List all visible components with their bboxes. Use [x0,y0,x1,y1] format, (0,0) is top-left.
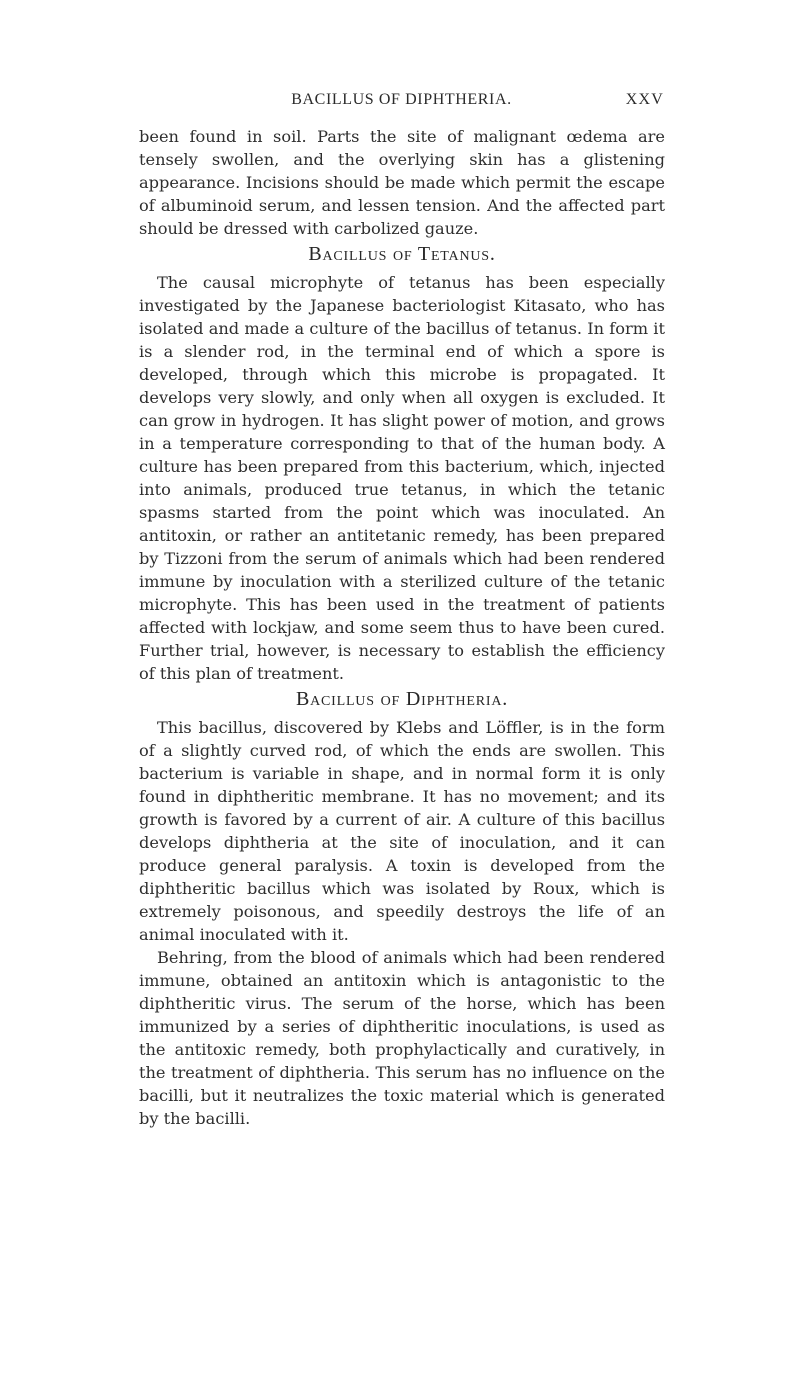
diphtheria-paragraph-1: This bacillus, discovered by Klebs and Löffler, is in the form of a slightly curved rod, of which the ends are swollen. This bacterium is variable in shape, and in normal form it is only found in diphtheritic membrane. It has no movement; and its growth is favored by a current of air. A culture of this bacillus develops diphtheria at the site of inoculation, and it can produce general paralysis. A toxin is developed from the diphtheritic bacillus which was isolated by Roux, which is extremely poisonous, and speedily destroys the life of an animal inoculated with it. [139,718,665,944]
page-number: XXV [625,91,664,108]
diphtheria-paragraph-2: Behring, from the blood of animals which had been rendered immune, obtained an antitoxin which is antagonistic to the diphtheritic virus. The serum of the horse, which has been immunized by a series of diphtheritic inoculations, is used as the antitoxic remedy, both prophylactically and curatively, in the treatment of diphtheria. This serum has no influence on the bacilli, but it neutralizes the toxic material which is generated by the bacilli. [139,948,665,1128]
running-title: BACILLUS OF DIPHTHERIA. [291,91,512,108]
running-head [139,91,664,115]
section-heading-diphtheria: Bacillus of Diphtheria. [295,688,509,710]
section-heading-tetanus: Bacillus of Tetanus. [308,243,496,265]
body-text [139,125,665,1130]
continuation-paragraph: been found in soil. Parts the site of malignant œdema are tensely swollen, and the overlying skin has a glistening appearance. Incisions should be made which permit the escape of albuminoid serum, and lessen tension. And the affected part should be dressed with carbolized gauze. [139,127,665,238]
tetanus-paragraph: The causal microphyte of tetanus has been especially investigated by the Japanese bacteriologist Kitasato, who has isolated and made a culture of the bacillus of tetanus. In form it is a slender rod, in the terminal end of which a spore is developed, through which this microbe is propagated. It develops very slowly, and only when all oxygen is excluded. It can grow in hydrogen. It has slight power of motion, and grows in a temperature corresponding to that of the human body. A culture has been prepared from this bacterium, which, injected into animals, produced true tetanus, in which the tetanic spasms started from the point which was inoculated. An antitoxin, or rather an antitetanic remedy, has been prepared by Tizzoni from the serum of animals which had been rendered immune by inoculation with a sterilized culture of the tetanic microphyte. This has been used in the treatment of patients affected with lockjaw, and some seem thus to have been cured. Further trial, however, is necessary to establish the efficiency of this plan of treatment. [139,273,665,683]
